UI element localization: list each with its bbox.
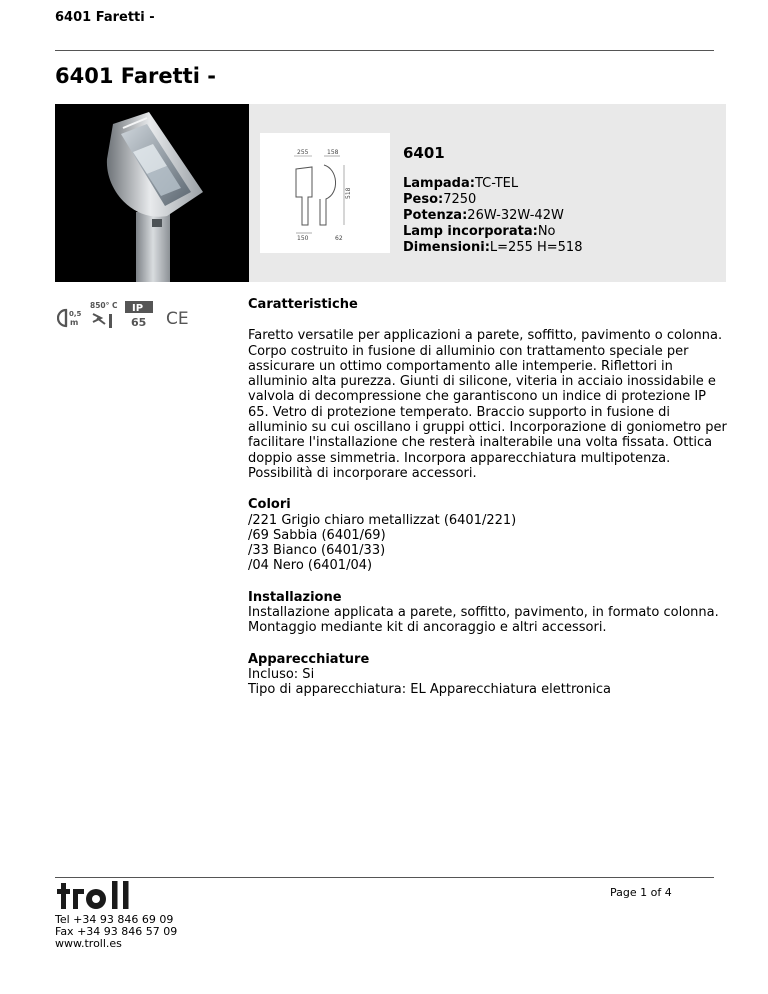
spec-potenza bbox=[403, 208, 582, 224]
spec-label: Lamp incorporata: bbox=[403, 224, 538, 239]
spec-lampada bbox=[403, 176, 582, 192]
page-title: 6401 Faretti - bbox=[55, 64, 216, 88]
ip-value: 65 bbox=[131, 316, 147, 329]
phone: Tel +34 93 846 69 09 bbox=[55, 913, 174, 926]
distance-value: 0,5 bbox=[69, 310, 82, 318]
spec-dimensioni bbox=[403, 240, 582, 256]
spec-panel bbox=[249, 104, 726, 282]
dim-top-left: 255 bbox=[297, 149, 309, 156]
ce-mark-icon bbox=[166, 309, 189, 329]
spec-peso bbox=[403, 192, 582, 208]
fax: Fax +34 93 846 57 09 bbox=[55, 925, 178, 938]
spec-label: Dimensioni: bbox=[403, 240, 490, 255]
contact-info bbox=[55, 914, 177, 950]
spec-value: 26W-32W-42W bbox=[467, 208, 564, 223]
ce-text: CE bbox=[166, 309, 189, 329]
color-item: /69 Sabbia (6401/69) bbox=[248, 527, 386, 543]
distance-unit: m bbox=[70, 318, 79, 327]
dim-top-right: 158 bbox=[327, 149, 339, 156]
color-item: /33 Bianco (6401/33) bbox=[248, 543, 386, 559]
section-title-caratteristiche: Caratteristiche bbox=[248, 297, 358, 312]
spec-value: L=255 H=518 bbox=[489, 240, 583, 255]
apparecchiature-line: Tipo di apparecchiatura: EL Apparecchiatura elettronica bbox=[248, 682, 611, 698]
dimension-drawing bbox=[260, 133, 390, 253]
spec-label: Lampada: bbox=[403, 176, 475, 191]
product-code: 6401 bbox=[403, 144, 445, 162]
color-item: /04 Nero (6401/04) bbox=[248, 558, 373, 574]
spec-list bbox=[403, 144, 582, 256]
caratteristiche-text: Faretto versatile per applicazioni a parete, soffitto, pavimento o colonna. Corpo costruito in fusione di alluminio con trattamento speciale per assicurare un ottimo comportamento alle intemperie. Riflettori in alluminio alta purezza. Giunti di silicone, viteria in acciaio inossidabile e valvola di decompressione che garantiscono un indice di protezione IP 65. Vetro di protezione temperato. Braccio supporto in fusione di alluminio su cui oscillano i gruppi ottici. Incorporazione di goniometro per facilitare l'installazione che resterà inalterabile una volta fissata. Ottica doppio asse simmetria. Incorpora apparecchiatura multipotenza. Possibilità di incorporare accessori. bbox=[248, 328, 727, 481]
spec-label: Peso: bbox=[403, 192, 444, 207]
distance-icon bbox=[58, 310, 82, 327]
dim-bottom-right: 62 bbox=[335, 235, 343, 242]
ip65-icon bbox=[125, 301, 153, 329]
dim-side: 518 bbox=[345, 187, 352, 199]
section-title-installazione: Installazione bbox=[248, 589, 342, 605]
glow-wire-temp: 850° C bbox=[90, 301, 118, 310]
apparecchiature-line: Incluso: Si bbox=[248, 666, 315, 682]
header-title: 6401 Faretti - bbox=[55, 10, 155, 25]
spec-label: Potenza: bbox=[403, 208, 468, 223]
website-link[interactable]: www.troll.es bbox=[55, 937, 122, 950]
description-content bbox=[248, 297, 728, 698]
glow-wire-icon bbox=[90, 301, 118, 328]
spec-value: No bbox=[537, 224, 556, 239]
section-title-apparecchiature: Apparecchiature bbox=[248, 651, 370, 667]
product-photo bbox=[55, 104, 249, 282]
installazione-text: Installazione applicata a parete, soffitto, pavimento, in formato colonna. Montaggio mediante kit di ancoraggio e altri accessori. bbox=[248, 605, 719, 636]
header-divider bbox=[55, 50, 714, 51]
color-item: /221 Grigio chiaro metallizzat (6401/221) bbox=[248, 512, 517, 528]
spec-lamp-incorporata bbox=[403, 224, 582, 240]
troll-logo bbox=[57, 878, 139, 914]
ip-label: IP bbox=[132, 303, 144, 314]
section-title-colori: Colori bbox=[248, 497, 291, 513]
certification-icons bbox=[57, 300, 197, 332]
dim-bottom-left: 150 bbox=[297, 235, 309, 242]
spec-value: 7250 bbox=[443, 192, 477, 207]
spec-value: TC-TEL bbox=[474, 176, 519, 191]
page-number: Page 1 of 4 bbox=[610, 886, 672, 899]
footer-divider bbox=[55, 877, 714, 878]
